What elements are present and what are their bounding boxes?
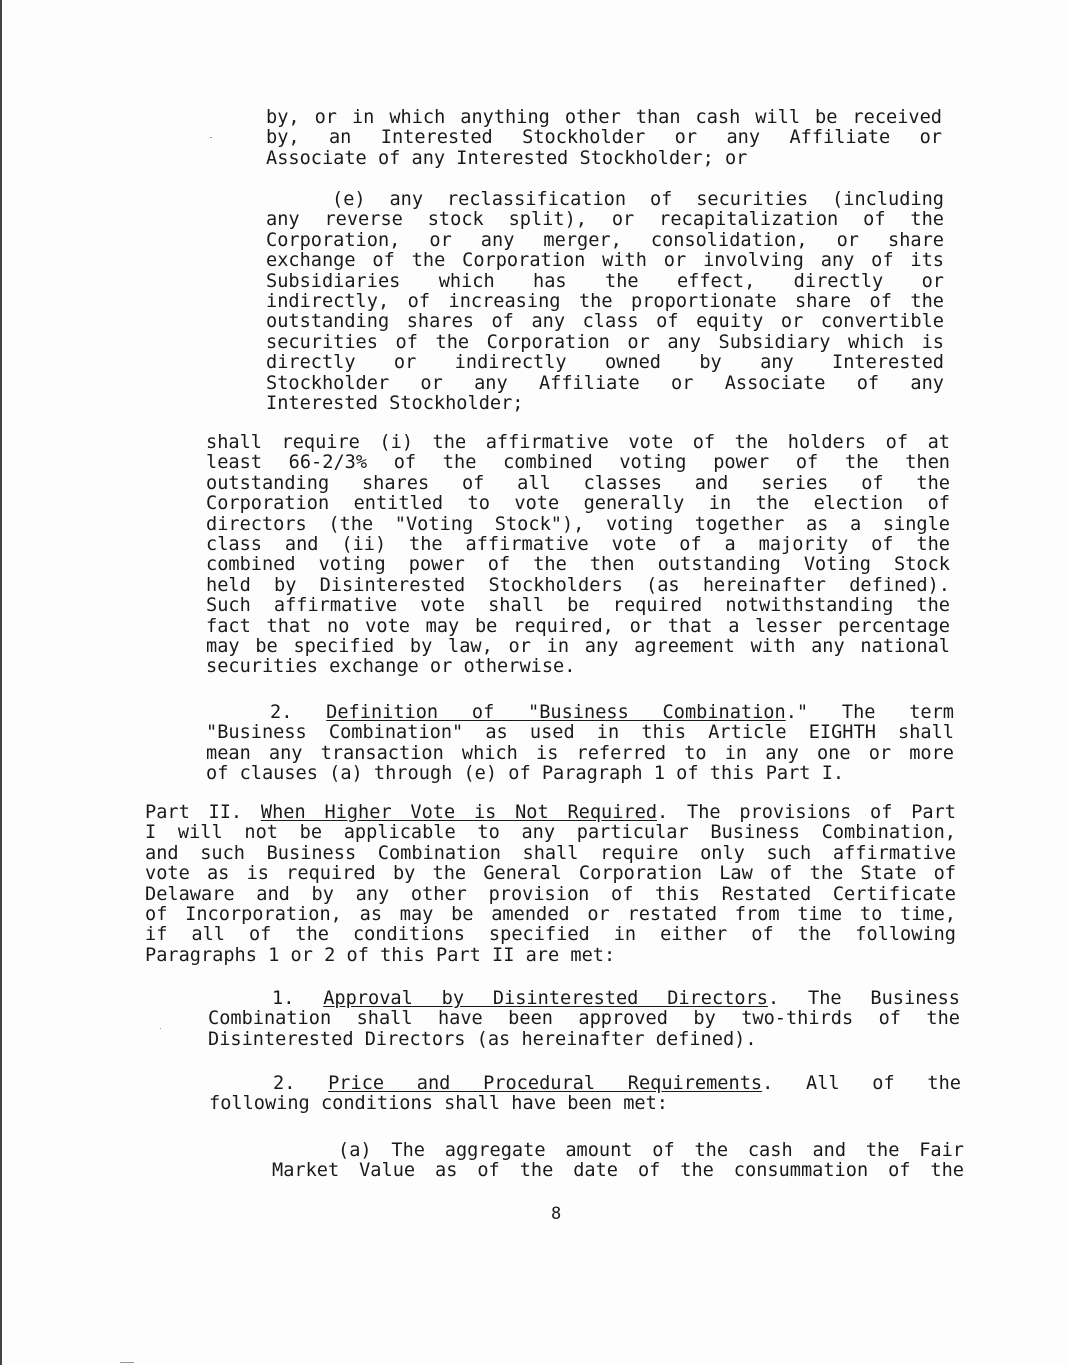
scan-speck <box>210 137 212 138</box>
text-line: I will not be applicable to any particular Business Combination, <box>145 822 956 844</box>
text-line: Market Value as of the date of the consummation of the <box>272 1160 964 1182</box>
section-2-definition <box>206 703 954 785</box>
scan-speck <box>120 1362 134 1363</box>
clause-d-continuation <box>266 108 942 169</box>
text-line: Corporation entitled to vote generally in the election of <box>206 493 950 515</box>
text-line: by, or in which anything other than cash will be received <box>266 107 942 128</box>
part-ii <box>145 803 956 966</box>
text-line: shall require (i) the affirmative vote of the holders of at <box>206 432 950 453</box>
heading-punctuation: ." <box>785 702 809 723</box>
text-line: "Business Combination" as used in this Article EIGHTH shall <box>206 722 954 744</box>
clause-a <box>272 1141 964 1182</box>
section-heading-line <box>209 1074 961 1094</box>
scan-speck <box>160 1028 161 1029</box>
section-heading: Price and Procedural Requirements <box>328 1073 763 1094</box>
section-heading-line <box>206 703 954 723</box>
text-line: (a) The aggregate amount of the cash and the Fair <box>338 1140 964 1161</box>
text-line: outstanding shares of all classes and series of the <box>206 472 950 494</box>
text-line: Associate of any Interested Stockholder; or <box>266 147 748 169</box>
text-line: class and (ii) the affirmative vote of a majority of the <box>206 534 950 556</box>
text-line: fact that no vote may be required, or that a lesser percentage <box>206 615 950 637</box>
part-label: Part II. <box>145 802 243 823</box>
text-line: may be specified by law, or in any agreement with any national <box>206 636 950 658</box>
text-line: held by Disinterested Stockholders (as hereinafter defined). <box>206 574 950 596</box>
section-heading-line <box>208 989 960 1009</box>
vote-requirement-paragraph <box>206 433 950 678</box>
heading-line-rest: . The Business <box>767 988 960 1009</box>
part-heading: When Higher Vote is Not Required <box>260 802 658 823</box>
text-line: mean any transaction which is referred to in any one or more <box>206 742 954 764</box>
text-line: by, an Interested Stockholder or any Affiliate or <box>266 127 942 149</box>
page-number: 8 <box>551 1204 562 1224</box>
heading-line-rest: . All of the <box>762 1073 961 1094</box>
text-line: of clauses (a) through (e) of Paragraph 1 of this Part I. <box>206 763 845 785</box>
text-line: combined voting power of the then outstanding Voting Stock <box>206 554 950 576</box>
text-line: Disinterested Directors (as hereinafter defined). <box>208 1028 757 1050</box>
text-line: if all of the conditions specified in either of the following <box>145 924 956 946</box>
clause-e <box>266 190 944 414</box>
text-line: directly or indirectly owned by any Interested <box>266 352 944 374</box>
text-line: directors (the "Voting Stock"), voting together as a single <box>206 513 950 535</box>
text-line: outstanding shares of any class of equity or convertible <box>266 311 944 333</box>
section-heading: Approval by Disinterested Directors <box>323 988 768 1009</box>
section-heading: Definition of "Business Combination <box>326 702 786 723</box>
section-number: 1. <box>272 988 295 1009</box>
text-line: indirectly, of increasing the proportionate share of the <box>266 291 944 313</box>
section-1-approval <box>208 989 960 1050</box>
section-number: 2. <box>270 702 293 723</box>
section-2-price <box>209 1074 961 1115</box>
text-line: following conditions shall have been met: <box>209 1093 668 1115</box>
text-line: Subsidiaries which has the effect, directly or <box>266 270 944 292</box>
text-line: securities exchange or otherwise. <box>206 656 576 678</box>
section-number: 2. <box>273 1073 296 1094</box>
text-line: (e) any reclassification of securities (including <box>332 189 944 210</box>
text-line: Delaware and by any other provision of this Restated Certificate <box>145 883 956 905</box>
heading-line-rest: . The provisions of Part <box>657 802 956 823</box>
text-line: any reverse stock split), or recapitalization of the <box>266 209 944 231</box>
text-line: Corporation, or any merger, consolidation, or share <box>266 229 944 251</box>
text-line: Stockholder or any Affiliate or Associate of any <box>266 372 944 394</box>
text-line: Interested Stockholder; <box>266 393 524 415</box>
text-line: of Incorporation, as may be amended or restated from time to time, <box>145 904 956 926</box>
heading-line-rest: The term <box>841 702 955 723</box>
text-line: exchange of the Corporation with or involving any of its <box>266 250 944 272</box>
text-line: vote as is required by the General Corporation Law of the State of <box>145 863 956 885</box>
text-line: Such affirmative vote shall be required notwithstanding the <box>206 595 950 617</box>
text-line: least 66-2/3% of the combined voting power of the then <box>206 452 950 474</box>
text-line: securities of the Corporation or any Subsidiary which is <box>266 331 944 353</box>
part-heading-line <box>145 803 956 823</box>
text-line: Paragraphs 1 or 2 of this Part II are met: <box>145 944 616 966</box>
text-line: and such Business Combination shall require only such affirmative <box>145 842 956 864</box>
text-line: Combination shall have been approved by two-thirds of the <box>208 1008 960 1030</box>
